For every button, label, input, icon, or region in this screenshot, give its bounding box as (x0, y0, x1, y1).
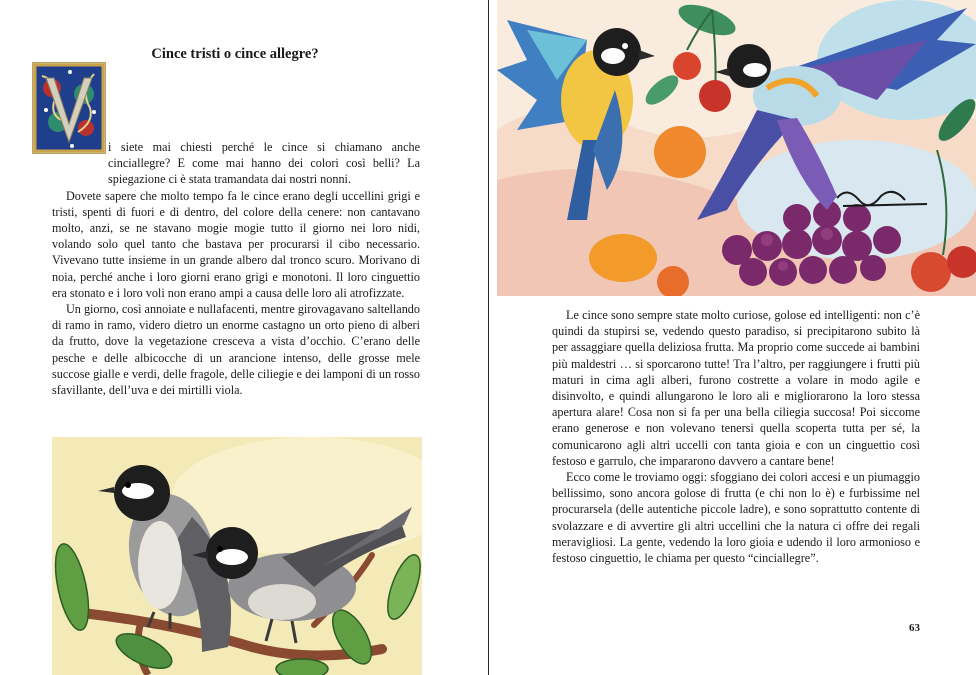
paragraph: i siete mai chiesti perché le cince si chiamano anche cinciallegre? E come mai hanno dei colori così belli? La spiegazione ci è stata tramandata dai nostri nonni. (108, 140, 420, 187)
page-gutter (488, 0, 489, 675)
left-page-body (52, 139, 420, 398)
paragraph: Ecco come le troviamo oggi: sfoggiano dei colori accesi e un piumaggio bellissimo, sono ancora golose di frutta (e chi non lo è) e furbissime nel procurarsela (delle autentiche piccole ladre), e sono soprattutto contente di svolazzare e di avvertire gli altri uccellini che la natura ci offre dei regali meravigliosi. La gente, vedendo la loro gioia e udendo il loro armonioso e festoso cinguettio, le chiama per questo “cinciallegre”. (552, 470, 920, 566)
page-title: Cince tristi o cince allegre? (151, 46, 319, 62)
illustration-colorful-tits-and-fruit (497, 0, 976, 296)
paragraph: Un giorno, così annoiate e nullafacenti, mentre girovagavano saltellando di ramo in ramo, videro dietro un enorme castagno un orto pieno di alberi da frutto, dove la vegetazione cresceva a vista d’occhio. C’erano delle pesche e delle albicocche di un arancione intenso, delle grosse mele succose gialle e verdi, delle fragole, delle ciliegie e dei lamponi di un rosso sfavillante, dell’uva e dei mirtilli viola. (52, 302, 420, 398)
paragraph: Dovete sapere che molto tempo fa le cince erano degli uccellini grigi e tristi, spenti di fuori e di dentro, del colore della cenere: non cantavano molto, anzi, se ne stavano mogie mogie tutto il giorno nei loro nidi, volando solo quel tanto che bastava per procurarsi il cibo necessario. Vivevano tutte insieme in un grande albero dal tronco scuro. Morivano di noia, perché anche i loro giorni erano grigi e monotoni. Il loro cinguettio era stonato e i loro voli non erano ampi a causa delle loro ali atrofizzate. (52, 188, 420, 300)
right-page-body (552, 307, 920, 566)
paragraph: Le cince sono sempre state molto curiose, golose ed intelligenti: non c’è quindi da stupirsi se, vedendo questo paradiso, si precipitarono subito là per assaggiare quella deliziosa frutta. Ma proprio come succede ai bambini più maldestri … si sporcarono tutte! Tra l’altro, per raggiungere i frutti più maturi in cima agli alberi, furono costrette a volare in modo agile e disinvolto, e quindi allungarono le loro ali e migliorarono la loro stessa apertura alare! Cosa non si fa per una bella ciliegia succosa! Poi siccome erano generose e non volevano tenersi quella scoperta tutta per sé, la comunicarono agli altri uccelli con tanta gioia e con un cinguettio così festoso e garrulo, che impararono davvero a cantare bene! (552, 308, 920, 468)
illustration-two-tits-on-branch (52, 437, 422, 675)
page-number: 63 (909, 622, 920, 634)
